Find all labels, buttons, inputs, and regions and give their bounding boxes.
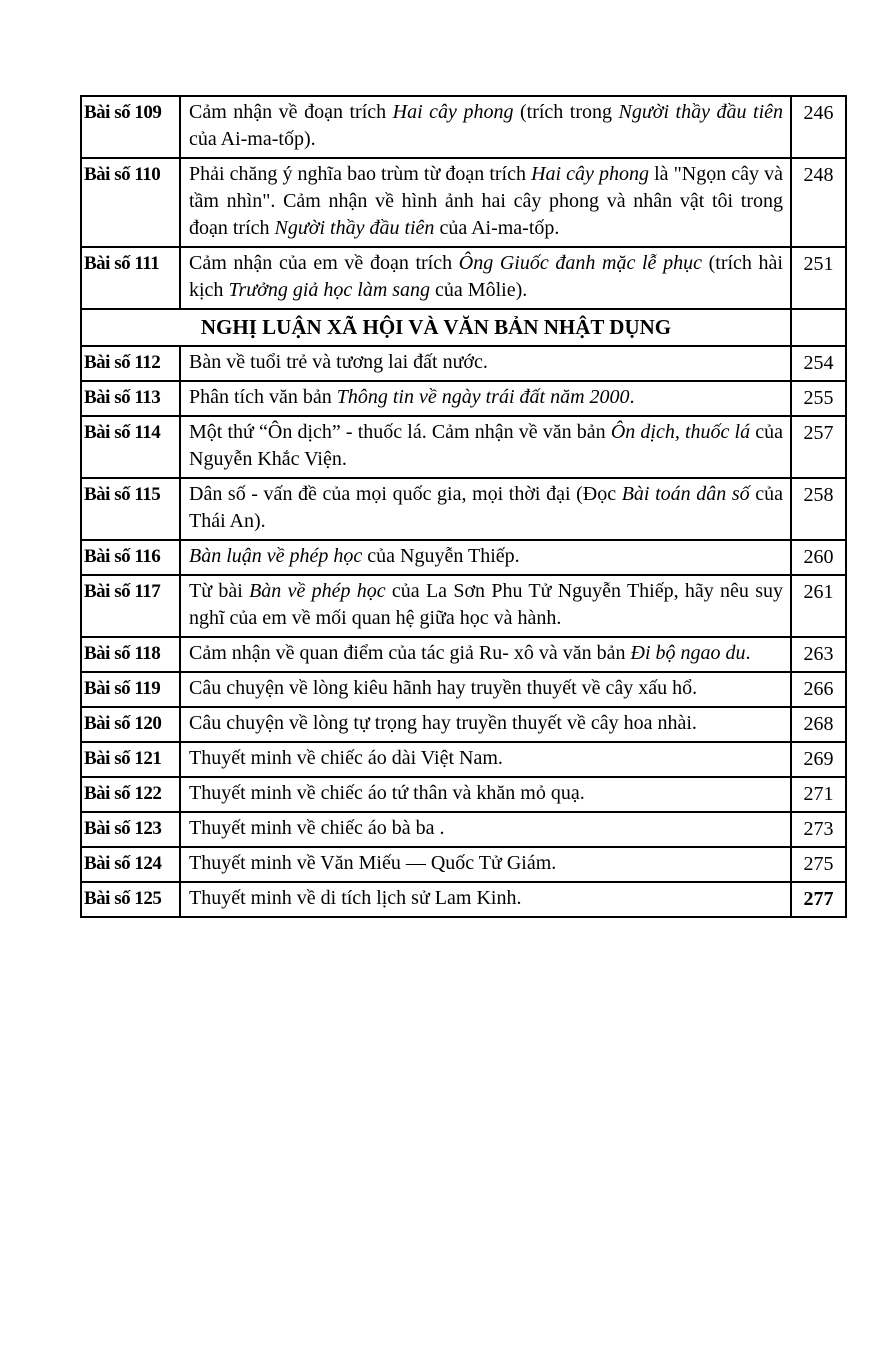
description-segment-italic: Hai cây phong	[392, 101, 514, 123]
description-segment-italic: Hai cây phong	[531, 163, 649, 185]
lesson-number-cell: Bài số 118	[81, 637, 180, 672]
description-segment: của Ai-ma-tốp).	[189, 128, 316, 150]
description-segment: của Thái An).	[189, 483, 783, 532]
description-segment-italic: Bàn về phép học	[249, 580, 386, 602]
description-cell	[180, 416, 791, 478]
description-segment: Cảm nhận của em về đoạn trích	[189, 252, 459, 274]
lesson-number-cell: Bài số 119	[81, 672, 180, 707]
toc-row	[81, 742, 846, 777]
description-cell	[180, 777, 791, 812]
description-segment: (trích trong	[513, 101, 619, 123]
description-segment: Một thứ “Ôn dịch” - thuốc lá. Cảm nhận về văn bản	[189, 421, 611, 443]
description-cell	[180, 247, 791, 309]
lesson-number-cell: Bài số 125	[81, 882, 180, 917]
description-cell	[180, 882, 791, 917]
description-segment: (trích hài kịch	[189, 252, 783, 301]
description-segment: của Ai-ma-tốp.	[434, 217, 560, 239]
page-number-cell: 268	[791, 707, 846, 742]
description-cell	[180, 812, 791, 847]
lesson-number-cell: Bài số 114	[81, 416, 180, 478]
lesson-number-cell: Bài số 116	[81, 540, 180, 575]
lesson-number-cell: Bài số 117	[81, 575, 180, 637]
description-cell	[180, 96, 791, 158]
description-segment: Từ bài	[189, 580, 250, 602]
lesson-number-cell: Bài số 109	[81, 96, 180, 158]
toc-row	[81, 416, 846, 478]
toc-row	[81, 540, 846, 575]
table-of-contents	[80, 95, 847, 918]
description-segment-italic: Thông tin về ngày trái đất năm 2000	[336, 386, 630, 408]
toc-row	[81, 381, 846, 416]
page-number-cell: 248	[791, 158, 846, 247]
toc-row	[81, 847, 846, 882]
toc-row	[81, 346, 846, 381]
lesson-number-cell: Bài số 112	[81, 346, 180, 381]
description-segment: Phân tích văn bản	[189, 386, 337, 408]
toc-row	[81, 478, 846, 540]
page-number-cell: 269	[791, 742, 846, 777]
lesson-number-cell: Bài số 110	[81, 158, 180, 247]
description-segment-italic: Ông Giuốc đanh mặc lễ phục	[458, 252, 702, 274]
lesson-number-cell: Bài số 123	[81, 812, 180, 847]
lesson-number-cell: Bài số 111	[81, 247, 180, 309]
toc-row	[81, 575, 846, 637]
toc-row	[81, 637, 846, 672]
page-number-cell: 275	[791, 847, 846, 882]
lesson-number-cell: Bài số 120	[81, 707, 180, 742]
lesson-number-cell: Bài số 121	[81, 742, 180, 777]
page-number-cell: 266	[791, 672, 846, 707]
description-cell	[180, 540, 791, 575]
toc-row	[81, 882, 846, 917]
description-segment: Phải chăng ý nghĩa bao trùm từ đoạn trích	[189, 163, 532, 185]
page-number-cell: 255	[791, 381, 846, 416]
description-cell	[180, 478, 791, 540]
description-segment: Dân số - vấn đề của mọi quốc gia, mọi thời đại (Đọc	[189, 483, 622, 505]
description-cell	[180, 637, 791, 672]
description-segment: Cảm nhận về đoạn trích	[189, 101, 393, 123]
description-cell	[180, 672, 791, 707]
page-number-cell: 260	[791, 540, 846, 575]
lesson-number-cell: Bài số 122	[81, 777, 180, 812]
page-number-cell: 271	[791, 777, 846, 812]
toc-table-body	[81, 96, 846, 917]
page-number-cell: 273	[791, 812, 846, 847]
description-segment: Thuyết minh về chiếc áo tứ thân và khăn mỏ quạ.	[189, 782, 585, 804]
description-segment: Bàn về tuổi trẻ và tương lai đất nước.	[189, 351, 488, 373]
toc-row	[81, 812, 846, 847]
description-cell	[180, 381, 791, 416]
description-cell	[180, 847, 791, 882]
description-cell	[180, 346, 791, 381]
section-header-cell: NGHỊ LUẬN XÃ HỘI VÀ VĂN BẢN NHẬT DỤNG	[81, 309, 791, 346]
description-segment-italic: Bài toán dân số	[621, 483, 750, 505]
description-segment: Thuyết minh về chiếc áo dài Việt Nam.	[189, 747, 503, 769]
page-number-cell: 251	[791, 247, 846, 309]
page-number-cell: 257	[791, 416, 846, 478]
description-segment: của Môlie).	[430, 279, 528, 301]
lesson-number-cell: Bài số 113	[81, 381, 180, 416]
toc-row	[81, 707, 846, 742]
page-number-cell: 263	[791, 637, 846, 672]
page-number-cell: 254	[791, 346, 846, 381]
page-number-cell: 246	[791, 96, 846, 158]
description-segment: của Nguyễn Thiếp.	[362, 545, 520, 567]
description-segment-italic: Người thầy đầu tiên	[618, 101, 784, 123]
description-cell	[180, 575, 791, 637]
lesson-number-cell: Bài số 124	[81, 847, 180, 882]
description-cell	[180, 158, 791, 247]
page-number-cell-empty	[791, 309, 846, 346]
description-segment: Câu chuyện về lòng tự trọng hay truyền thuyết về cây hoa nhài.	[189, 712, 697, 734]
page-number-cell: 261	[791, 575, 846, 637]
description-segment-italic: Trưởng giả học làm sang	[228, 279, 431, 301]
toc-row	[81, 247, 846, 309]
description-segment-italic: Đi bộ ngao du	[630, 642, 746, 664]
description-segment: Cảm nhận về quan điểm của tác giả Ru- xô và văn bản	[189, 642, 631, 664]
description-cell	[180, 707, 791, 742]
description-segment: .	[745, 642, 751, 664]
description-segment: Thuyết minh về chiếc áo bà ba .	[189, 817, 445, 839]
description-segment: của Nguyễn Khắc Viện.	[189, 421, 783, 470]
toc-row	[81, 672, 846, 707]
toc-section-row	[81, 309, 846, 346]
description-segment: Thuyết minh về di tích lịch sử Lam Kinh.	[189, 887, 522, 909]
description-segment: của La Sơn Phu Tử Nguyễn Thiếp, hãy nêu suy nghĩ của em về mối quan hệ giữa học và hành.	[189, 580, 783, 629]
description-segment: là "Ngọn cây và tầm nhìn". Cảm nhận về hình ảnh hai cây phong và nhân vật tôi trong đoạn trích	[189, 163, 783, 239]
page-number-cell: 258	[791, 478, 846, 540]
description-segment: Câu chuyện về lòng kiêu hãnh hay truyền thuyết về cây xấu hổ.	[189, 677, 698, 699]
description-segment-italic: Bàn luận về phép học	[189, 545, 363, 567]
toc-row	[81, 158, 846, 247]
toc-row	[81, 96, 846, 158]
description-segment: .	[629, 386, 635, 408]
description-cell	[180, 742, 791, 777]
lesson-number-cell: Bài số 115	[81, 478, 180, 540]
description-segment-italic: Ôn dịch, thuốc lá	[610, 421, 751, 443]
description-segment: Thuyết minh về Văn Miếu — Quốc Tử Giám.	[189, 852, 557, 874]
description-segment-italic: Người thầy đầu tiên	[274, 217, 435, 239]
page-number-cell: 277	[791, 882, 846, 917]
toc-row	[81, 777, 846, 812]
